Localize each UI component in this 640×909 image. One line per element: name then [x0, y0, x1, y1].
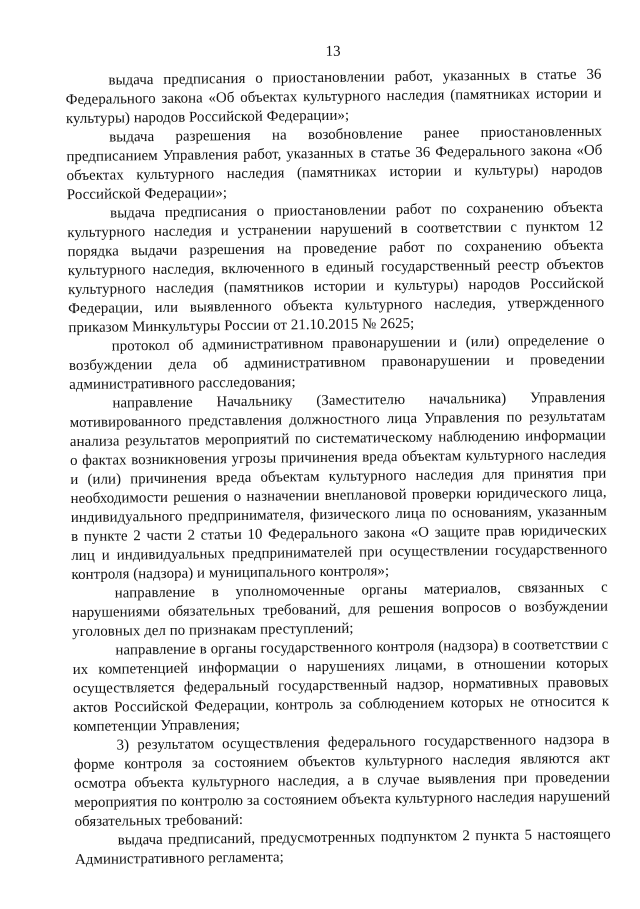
paragraph: протокол об административном правонарушении и (или) определение о возбуждении дела об административном правонарушении и проведении административного расследования; — [68, 332, 606, 394]
paragraph: выдача предписаний, предусмотренных подпунктом 2 пункта 5 настоящего Административного регламента; — [74, 826, 611, 869]
paragraph: выдача предписания о приостановлении работ по сохранению объекта культурного наследия и устранении нарушений в соответствии с пунктом 12 порядка выдачи разрешения на проведение работ по сохранению объекта культурного наследия, включенного в единый государственный реестр объектов культурного наследия (памятников истории и культуры) народов Российской Федерации, или выявленного объекта культурного наследия, утвержденного приказом Минкультуры России от 21.10.2015 № 2625; — [67, 199, 605, 337]
paragraph: направление в уполномоченные органы материалов, связанных с нарушениями обязательных требований, для решения вопросов о возбуждении уголовных дел по признакам преступлений; — [71, 579, 609, 641]
paragraph: 3) результатом осуществления федерального государственного надзора в форме контроля за состоянием объектов культурного наследия являются акт осмотра объекта культурного наследия, а в случае выявления при проведении мероприятия по контролю за состоянием объекта культурного наследия нарушений обязательных требований: — [73, 731, 611, 831]
paragraph: выдача разрешения на возобновление ранее приостановленных предписанием Управления работ, указанных в статье 36 Федерального закона «Об объектах культурного наследия (памятниках истории и культуры) народов Российской Федерации»; — [66, 123, 603, 204]
document-body — [65, 66, 611, 870]
paragraph: выдача предписания о приостановлении работ, указанных в статье 36 Федерального закона «Об объектах культурного наследия (памятниках истории и культуры) народов Российской Федерации»; — [65, 66, 602, 128]
paragraph: направление Начальнику (Заместителю начальника) Управления мотивированного представления должностного лица Управления по результатам анализа результатов мероприятий по систематическому наблюдению информации о фактах возникновения угрозы причинения вреда объектам культурного наследия и (или) причинения вреда объектам культурного наследия для принятия при необходимости решения о назначении внеплановой проверки юридического лица, индивидуального предпринимателя, физического лица по основаниям, указанным в пункте 2 части 2 статьи 10 Федерального закона «О защите прав юридических лиц и индивидуальных предпринимателей при осуществлении государственного контроля (надзора) и муниципального контроля»; — [69, 389, 608, 584]
page-number: 13 — [325, 43, 341, 60]
paragraph: направление в органы государственного контроля (надзора) в соответствии с их компетенцией информации о нарушениях лицами, в отношении которых осуществляется федеральный государственный надзор, нормативных правовых актов Российской Федерации, контроль за соблюдением которых не относится к компетенции Управления; — [72, 636, 610, 736]
